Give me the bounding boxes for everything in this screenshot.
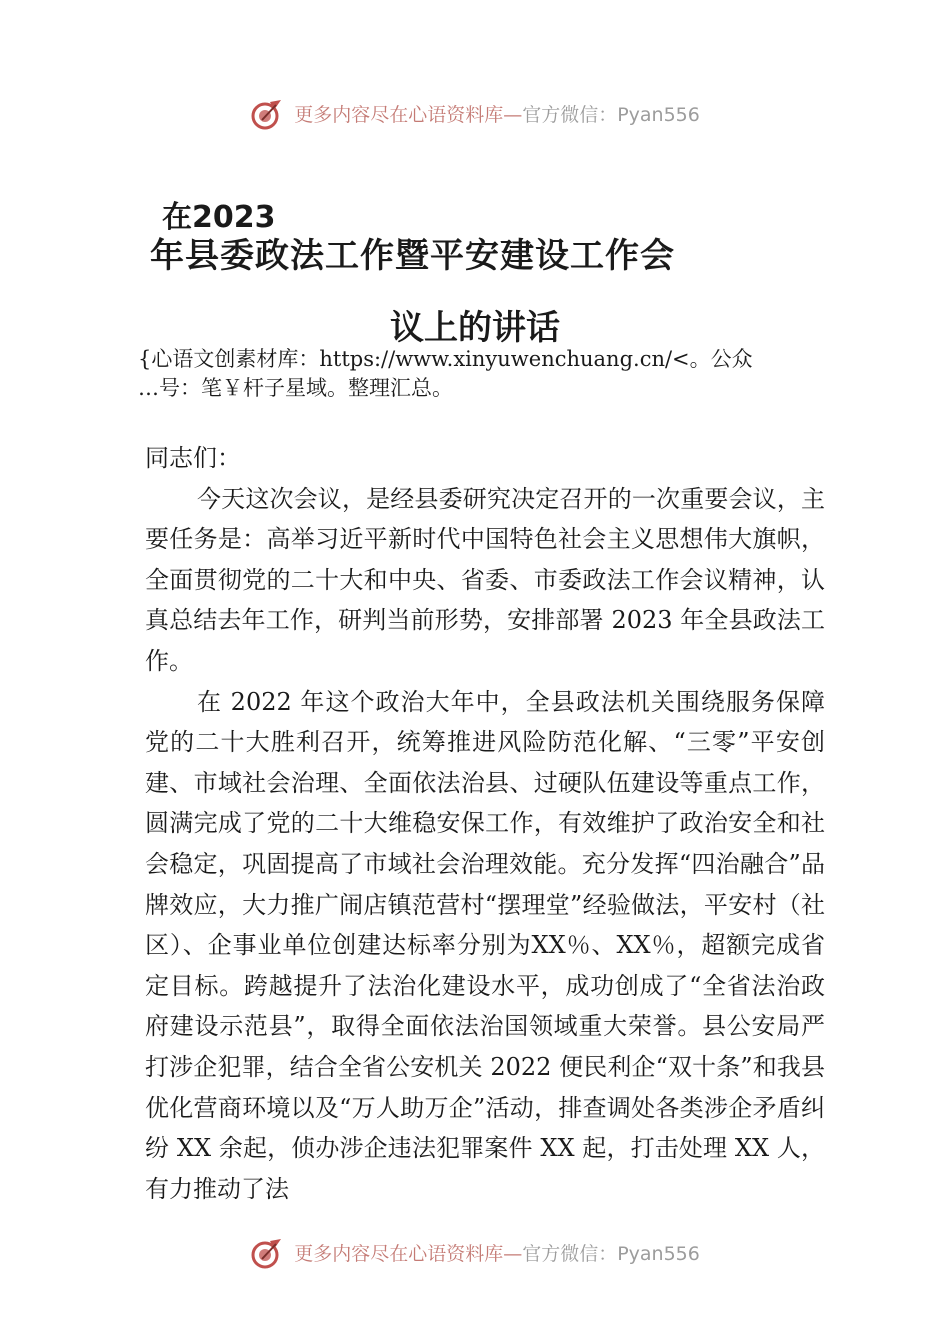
- header-banner: [0, 94, 950, 134]
- red-seal-pen-icon: [250, 98, 284, 132]
- banner-text: 更多内容尽在心语资料库: [294, 104, 504, 126]
- footer-banner: [0, 1233, 950, 1273]
- paragraph: 今天这次会议，是经县委研究决定召开的一次重要会议，主要任务是：高举习近平新时代中国特色社会主义思想伟大旗帜，全面贯彻党的二十大和中央、省委、市委政法工作会议精神，认真总结去年工作，研判当前形势，安排部署 2023 年全县政法工作。: [145, 484, 825, 675]
- red-seal-pen-icon: [250, 1237, 284, 1271]
- title-line-1: 年县委政法工作暨平安建设工作会: [150, 236, 675, 276]
- banner-separator: —: [503, 1243, 523, 1265]
- source-line-2: …号：笔￥杆子星域。整理汇总。: [138, 376, 453, 400]
- title-line-2: 议上的讲话: [390, 308, 560, 348]
- banner-handle: 官方微信：Pyan556: [522, 1243, 700, 1265]
- document-body: [145, 438, 825, 1209]
- title-year: 在2023: [162, 200, 276, 235]
- paragraph: 在 2022 年这个政治大年中，全县政法机关围绕服务保障党的二十大胜利召开，统筹推进风险防范化解、“三零”平安创建、市域社会治理、全面依法治县、过硬队伍建设等重点工作，圆满完成了党的二十大维稳安保工作，有效维护了政治安全和社会稳定，巩固提高了市域社会治理效能。充分发挥“四治融合”品牌效应，大力推广闹店镇范营村“摆理堂”经验做法，平安村（社区）、企事业单位创建达标率分别为XX％、XX％，超额完成省定目标。跨越提升了法治化建设水平，成功创成了“全省法治政府建设示范县”，取得全面依法治国领域重大荣誉。县公安局严打涉企犯罪，结合全省公安机关 2022 便民利企“双十条”和我县优化营商环境以及“万人助万企”活动，排查调处各类涉企矛盾纠纷 XX 余起，侦办涉企违法犯罪案件 XX 起，打击处理 XX 人，有力推动了法: [145, 687, 825, 1203]
- source-line-1: {心语文创素材库：https://www.xinyuwenchuang.cn/<。公众: [138, 347, 753, 371]
- source-note: [138, 345, 828, 403]
- banner-text: 更多内容尽在心语资料库: [294, 1243, 504, 1265]
- salutation: 同志们：: [145, 444, 241, 472]
- banner-handle: 官方微信：Pyan556: [522, 104, 700, 126]
- banner-separator: —: [503, 104, 523, 126]
